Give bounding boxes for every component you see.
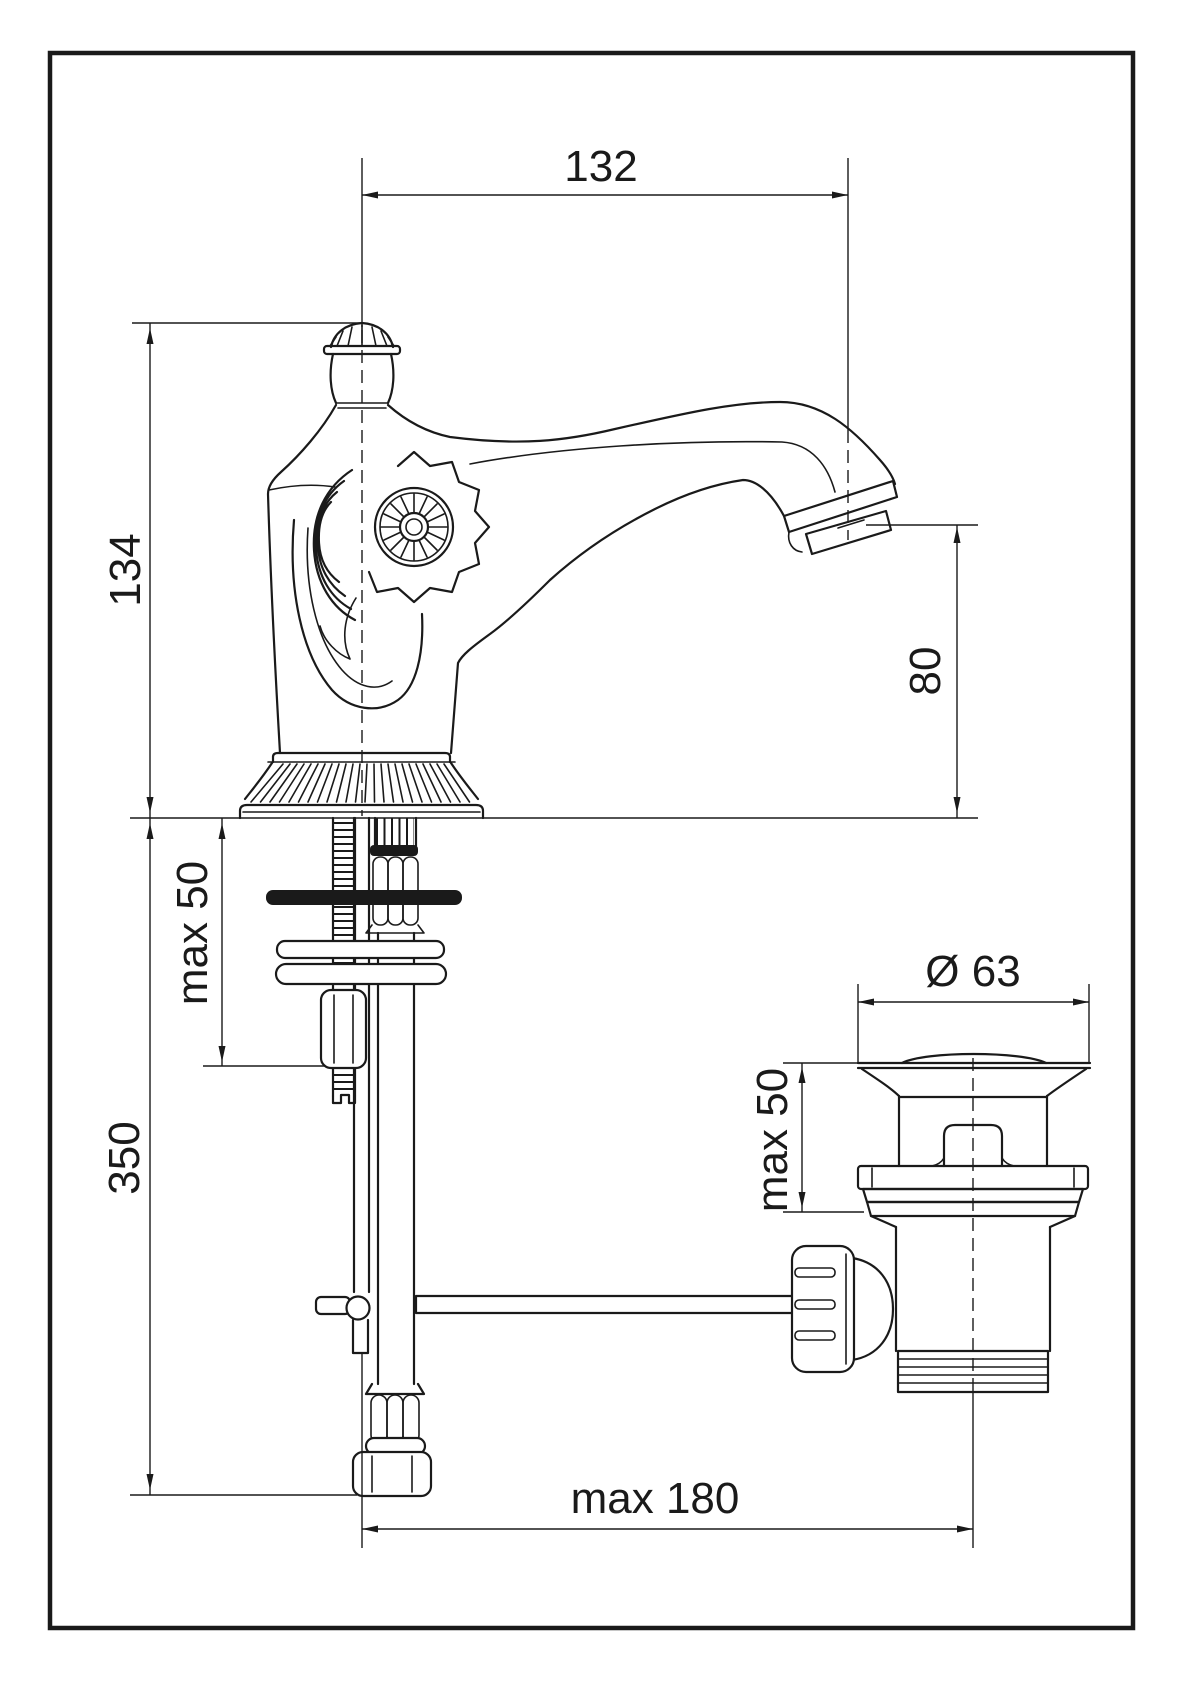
rubber-gasket: [266, 890, 462, 905]
hose-black-band: [370, 845, 418, 856]
spout-inner-line: [470, 442, 835, 492]
mounting-nut: [321, 990, 366, 1068]
dimension-body-height: [101, 323, 362, 1495]
dimension-rod-reach: [362, 1474, 973, 1533]
braid-loop: [387, 1395, 403, 1443]
dimension-deck-max-drain: [748, 1063, 864, 1212]
horizontal-rod: [416, 1296, 798, 1313]
hose-lower-cuff: [366, 1384, 424, 1394]
hose-end-nut: [353, 1452, 431, 1496]
spout-underside: [451, 480, 784, 753]
rosette-petals: [381, 494, 447, 560]
escutcheon-outer-curve: [293, 520, 423, 708]
arrowhead: [147, 823, 154, 839]
rod-below-ball: [353, 1320, 368, 1353]
spout-top-edge: [388, 402, 895, 484]
dimension-drain-diameter: [858, 947, 1089, 1064]
stud-bottom-notch: [333, 1095, 355, 1103]
arrowhead: [147, 1474, 154, 1490]
arrowhead: [219, 823, 226, 839]
body-left-edge: [268, 405, 336, 753]
dimension-spout-reach: [362, 142, 848, 430]
supply-hose: [353, 818, 431, 1496]
arrowhead: [957, 1526, 973, 1533]
mounting-nut-body: [321, 990, 366, 1068]
arrowhead: [954, 797, 961, 813]
arrowhead: [147, 328, 154, 344]
aerator-left-step: [789, 532, 802, 552]
arrowhead: [362, 1526, 378, 1533]
dimension-label-outlet-height: 80: [901, 646, 950, 696]
arrowhead: [858, 999, 874, 1006]
handle-neck-left: [331, 354, 336, 403]
arrowhead: [832, 192, 848, 199]
dimension-label-deck-max-faucet: max 50: [168, 860, 217, 1006]
dimension-label-rod-reach: max 180: [570, 1474, 740, 1523]
arrowhead: [1073, 999, 1089, 1006]
dimension-hose-length: [100, 823, 357, 1495]
washer-lower: [276, 964, 446, 984]
knurled-rod-connector: [792, 1246, 893, 1372]
hose-pipe: [378, 933, 414, 1384]
hose-upper-cuff: [366, 925, 424, 933]
rosette-hub-inner: [406, 519, 422, 535]
hose-lower-braid: [371, 1395, 419, 1443]
arrowhead: [799, 1067, 806, 1083]
arrowhead: [147, 797, 154, 813]
arrowhead: [799, 1192, 806, 1208]
base-skirt-flutes: [251, 764, 470, 802]
shoulder-crease: [269, 485, 335, 490]
dimension-label-drain-diameter: Ø 63: [925, 947, 1021, 996]
arrowhead: [362, 192, 378, 199]
washer-upper: [277, 941, 444, 958]
drain-assembly-drawing: [792, 1054, 1090, 1392]
hose-top-sides: [375, 818, 416, 846]
drain-funnel: [862, 1069, 1086, 1096]
arrowhead: [219, 1046, 226, 1062]
drain-flange-plate: [858, 1063, 1090, 1068]
rod-left-stub: [316, 1297, 350, 1314]
neck-joint-line: [336, 403, 388, 408]
handwheel: [314, 452, 489, 659]
dimension-label-body-height: 134: [101, 533, 150, 607]
handle-neck-right: [388, 354, 393, 403]
dimension-label-deck-max-drain: max 50: [748, 1067, 797, 1213]
dimension-outlet-height: [866, 525, 978, 818]
faucet-body-drawing: [240, 323, 897, 818]
handwheel-rim-arcs: [314, 470, 355, 620]
rosette-hub-outer: [400, 513, 428, 541]
ball-joint: [347, 1297, 370, 1320]
drain-plug-dome: [902, 1054, 1046, 1063]
faucet-underdeck-hardware: [266, 818, 798, 1548]
connector-bulge: [852, 1258, 893, 1360]
arrowhead: [954, 527, 961, 543]
braid-loop: [371, 1395, 387, 1443]
dimension-label-spout-reach: 132: [564, 142, 638, 191]
braid-loop: [403, 1395, 419, 1443]
dimension-label-hose-length: 350: [100, 1121, 149, 1195]
